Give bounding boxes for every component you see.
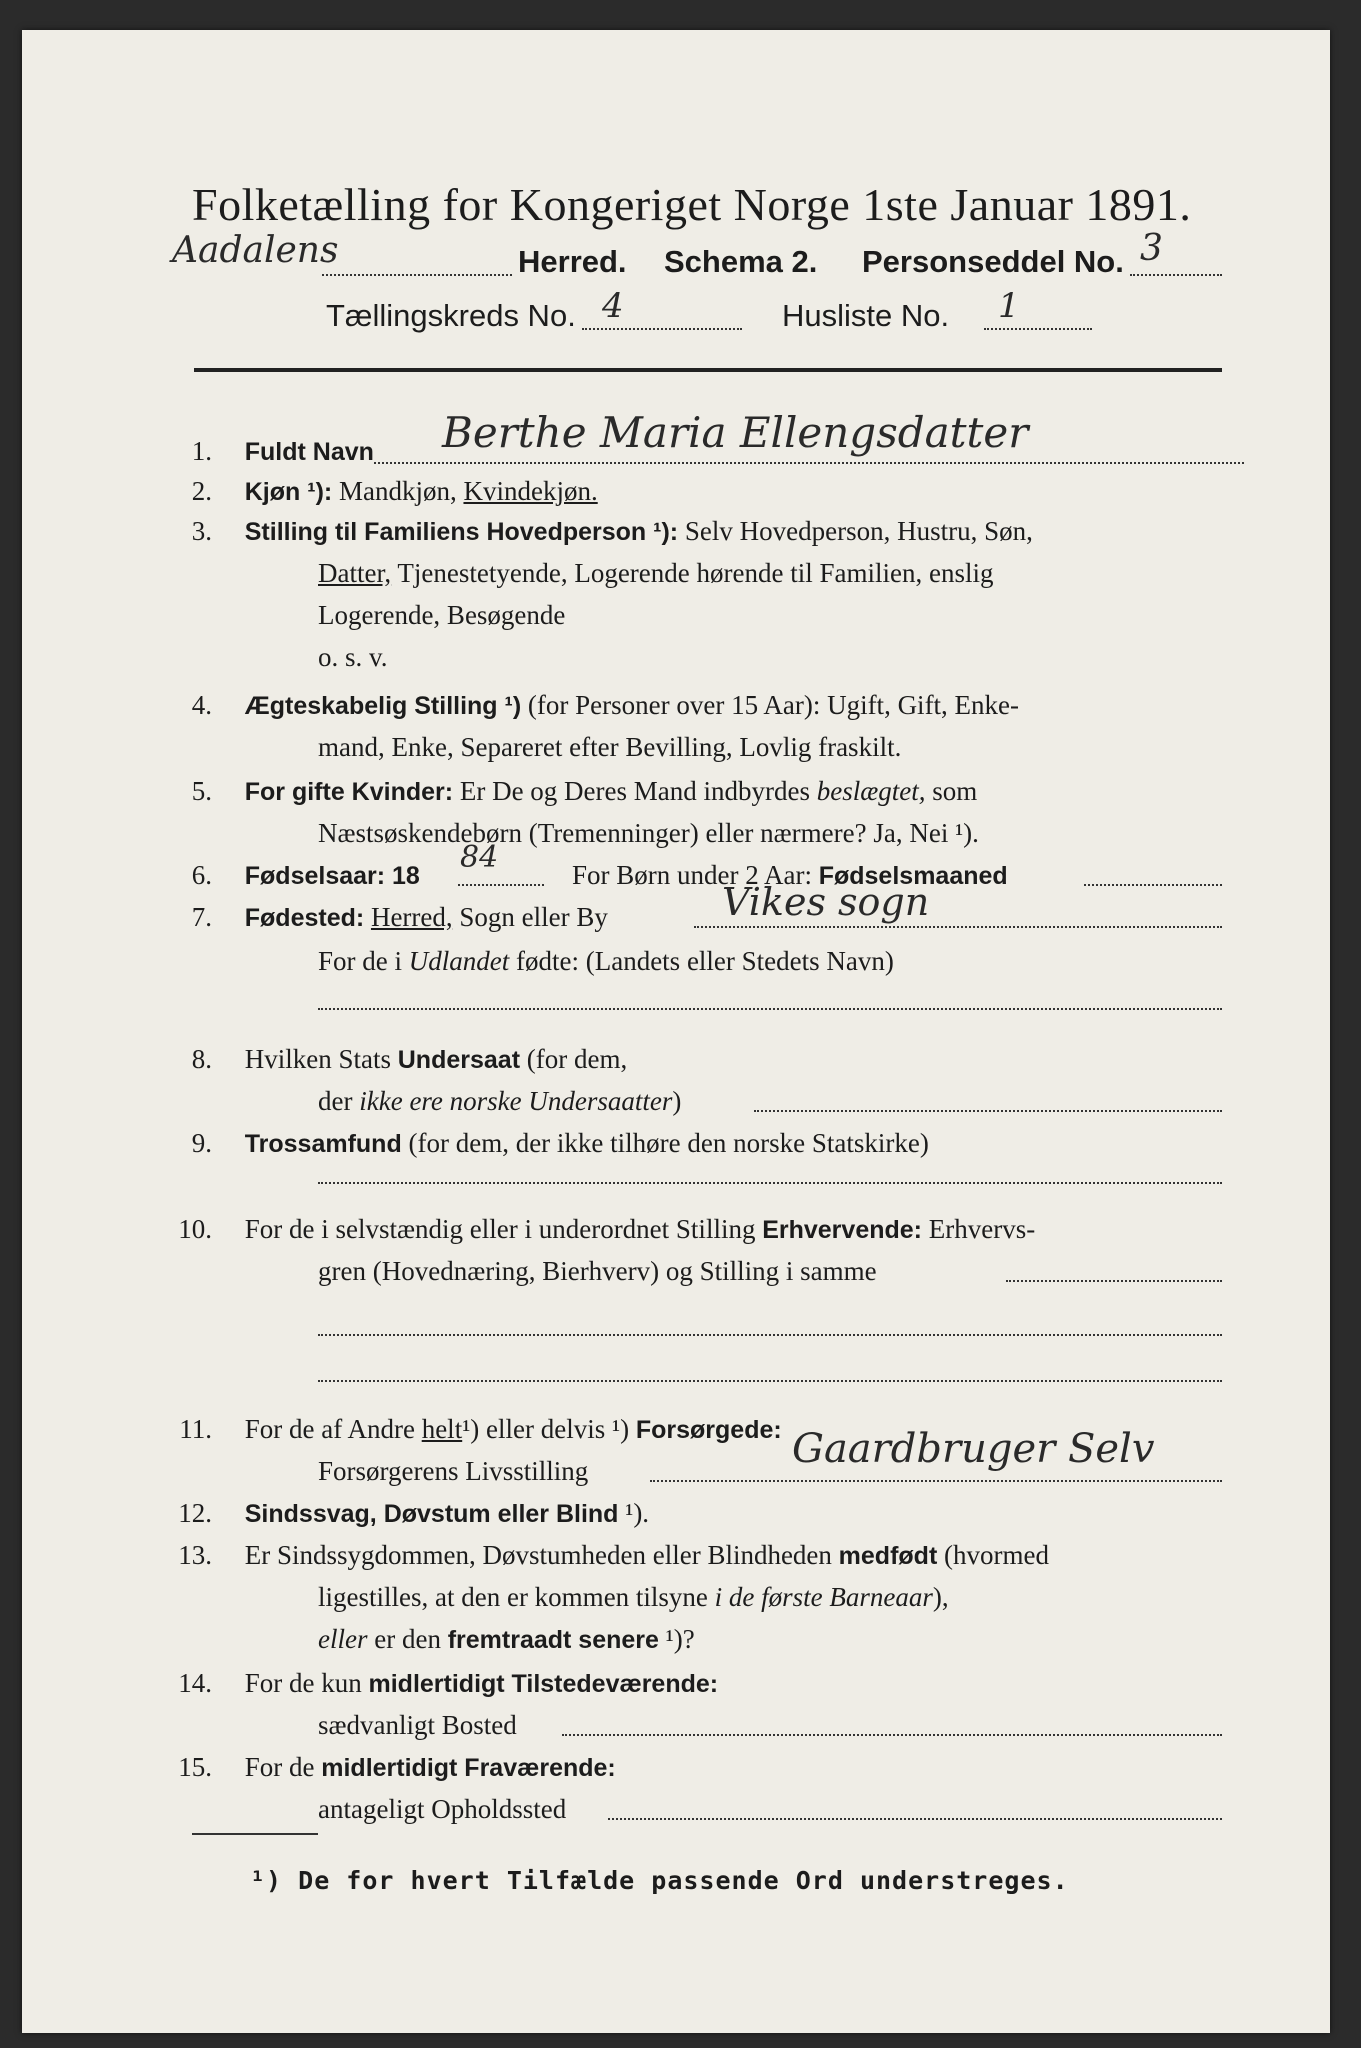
item-7-line-2 bbox=[318, 942, 894, 980]
item-text: For Børn under 2 Aar: bbox=[572, 860, 812, 890]
citizenship-dotted-line bbox=[754, 1110, 1222, 1112]
item-text: Selv Hovedperson, Hustru, Søn, bbox=[684, 516, 1033, 546]
item-2 bbox=[172, 472, 598, 511]
item-text: Sogn eller By bbox=[459, 902, 608, 932]
item-text: der bbox=[318, 1086, 353, 1116]
item-text: Er Sindssygdommen, Døvstumheden eller Blindheden bbox=[244, 1540, 832, 1570]
item-label: For gifte Kvinder: bbox=[244, 778, 454, 806]
item-text: ¹)? bbox=[665, 1624, 695, 1654]
item-number: 2. bbox=[191, 476, 212, 506]
husliste-handwritten-value: 1 bbox=[998, 286, 1020, 326]
item-13-line-2 bbox=[318, 1578, 949, 1616]
item-text: (for dem, bbox=[526, 1044, 628, 1074]
item-text: (hvormed bbox=[944, 1540, 1049, 1570]
herred-handwritten-value: Aadalens bbox=[172, 230, 339, 271]
italic-text: i de første Barneaar bbox=[714, 1582, 933, 1612]
item-3-line-3: Logerende, Besøgende bbox=[318, 600, 566, 630]
item-text: ), bbox=[932, 1582, 949, 1612]
italic-text: Udlandet bbox=[408, 946, 510, 976]
personseddel-dotted-line bbox=[1130, 274, 1222, 276]
taellingskreds-label: Tællingskreds No. bbox=[326, 298, 576, 333]
item-number: 10. bbox=[178, 1214, 212, 1244]
item-9 bbox=[172, 1124, 929, 1163]
item-3-line-2 bbox=[318, 554, 993, 592]
item-label: Fødselsmaaned bbox=[818, 862, 1008, 890]
whereabouts-dotted-line bbox=[608, 1818, 1222, 1820]
item-text: Erhvervs- bbox=[928, 1214, 1036, 1244]
item-label: medfødt bbox=[838, 1542, 938, 1570]
item-15-line-2: antageligt Opholdssted bbox=[318, 1794, 567, 1824]
item-text: Hvilken Stats bbox=[244, 1044, 391, 1074]
birthplace-handwritten-value: Vikes sogn bbox=[722, 880, 930, 924]
item-text: som bbox=[932, 776, 978, 806]
header-rule bbox=[194, 368, 1222, 372]
item-number: 14. bbox=[178, 1668, 212, 1698]
item-text: ¹). bbox=[625, 1498, 650, 1528]
item-number: 5. bbox=[191, 776, 212, 806]
item-label: Fødested: bbox=[244, 904, 365, 932]
item-text: For de i selvstændig eller i underordnet Stilling bbox=[244, 1214, 756, 1244]
item-label: Fuldt Navn bbox=[244, 438, 374, 466]
item-12 bbox=[172, 1494, 649, 1533]
item-label: Undersaat bbox=[397, 1046, 521, 1074]
schema-label: Schema 2. bbox=[664, 244, 818, 279]
item-text: (for dem, der ikke tilhøre den norske Statskirke) bbox=[408, 1128, 929, 1158]
item-label: Forsørgede: bbox=[635, 1416, 782, 1444]
census-form-page bbox=[22, 30, 1330, 2033]
item-15 bbox=[172, 1748, 616, 1787]
item-text: For de i bbox=[318, 946, 402, 976]
item-number: 4. bbox=[191, 690, 212, 720]
italic-text: eller bbox=[318, 1624, 368, 1654]
item-4 bbox=[172, 686, 1019, 725]
taellingskreds-dotted-line bbox=[582, 328, 742, 330]
footnote-rule bbox=[192, 1833, 318, 1835]
religion-dotted-line bbox=[318, 1182, 1222, 1184]
italic-text: beslægtet, bbox=[816, 776, 926, 806]
provider-occupation-handwritten-value: Gaardbruger Selv bbox=[792, 1426, 1155, 1472]
husliste-dotted-line bbox=[984, 328, 1092, 330]
item-text: ) bbox=[672, 1086, 682, 1116]
item-label: Sindssvag, Døvstum eller Blind bbox=[244, 1500, 619, 1528]
item-14 bbox=[172, 1664, 718, 1703]
personseddel-label: Personseddel No. bbox=[862, 244, 1124, 279]
item-13-line-3 bbox=[318, 1620, 695, 1659]
item-6 bbox=[172, 856, 420, 895]
item-text: Tjenestetyende, Logerende hørende til Familien, enslig bbox=[397, 558, 994, 588]
provider-dotted-line bbox=[650, 1480, 1222, 1482]
item-label: Fødselsaar: 18 bbox=[244, 862, 420, 890]
item-10 bbox=[172, 1210, 1035, 1249]
item-4-line-2: mand, Enke, Separeret efter Bevilling, Lovlig fraskilt. bbox=[318, 732, 902, 762]
item-label: fremtraadt senere bbox=[447, 1626, 659, 1654]
item-label: Erhvervende: bbox=[762, 1216, 922, 1244]
item-label: midlertidigt Tilstedeværende: bbox=[368, 1670, 719, 1698]
name-dotted-line bbox=[374, 462, 1244, 464]
form-title: Folketælling for Kongeriget Norge 1ste Januar 1891. bbox=[192, 179, 1192, 230]
occupation-dotted-line-3 bbox=[318, 1380, 1222, 1382]
item-number: 9. bbox=[191, 1128, 212, 1158]
item-text: For de kun bbox=[244, 1668, 362, 1698]
item-number: 11. bbox=[179, 1414, 212, 1444]
herred-label: Herred. bbox=[518, 244, 627, 279]
full-name-handwritten-value: Berthe Maria Ellengsdatter bbox=[442, 408, 1029, 457]
item-5-line-2: Næstsøskendebørn (Tremenninger) eller nærmere? Ja, Nei ¹). bbox=[318, 818, 979, 848]
item-label: Kjøn ¹): bbox=[244, 478, 333, 506]
item-number: 7. bbox=[191, 902, 212, 932]
item-label: Ægteskabelig Stilling ¹) bbox=[244, 692, 522, 720]
item-text: Mandkjøn, bbox=[338, 476, 457, 506]
item-11-line-2: Forsørgerens Livsstilling bbox=[318, 1456, 589, 1486]
item-number: 6. bbox=[191, 860, 212, 890]
item-number: 3. bbox=[191, 516, 212, 546]
birthplace-dotted-line bbox=[694, 926, 1222, 928]
item-number: 12. bbox=[178, 1498, 212, 1528]
item-13 bbox=[172, 1536, 1049, 1575]
item-number: 1. bbox=[191, 436, 212, 466]
taellingskreds-handwritten-value: 4 bbox=[602, 286, 624, 326]
italic-text: ikke ere norske Undersaatter bbox=[359, 1086, 673, 1116]
item-7 bbox=[172, 898, 608, 937]
footnote: ¹) De for hvert Tilfælde passende Ord understreges. bbox=[250, 1866, 1069, 1895]
item-8-line-2 bbox=[318, 1082, 681, 1120]
item-3-line-4: o. s. v. bbox=[318, 642, 388, 672]
item-text: fødte: (Landets eller Stedets Navn) bbox=[516, 946, 894, 976]
item-1 bbox=[172, 432, 374, 471]
item-11 bbox=[172, 1410, 782, 1449]
item-text: ¹) eller delvis ¹) bbox=[462, 1414, 630, 1444]
birth-month-dotted-line bbox=[1084, 884, 1222, 886]
item-text: er den bbox=[374, 1624, 441, 1654]
underlined-option: helt bbox=[421, 1414, 463, 1444]
personseddel-handwritten-value: 3 bbox=[1140, 228, 1163, 269]
item-number: 15. bbox=[178, 1752, 212, 1782]
item-14-line-2: sædvanligt Bosted bbox=[318, 1710, 517, 1740]
item-text: (for Personer over 15 Aar): Ugift, Gift, Enke- bbox=[527, 690, 1020, 720]
item-3 bbox=[172, 512, 1033, 551]
item-10-line-2: gren (Hovednæring, Bierhverv) og Stilling i samme bbox=[318, 1256, 877, 1286]
item-5 bbox=[172, 772, 977, 811]
occupation-dotted-line-2 bbox=[318, 1334, 1222, 1336]
husliste-label: Husliste No. bbox=[782, 298, 950, 333]
birth-year-dotted-line bbox=[458, 884, 544, 886]
item-label: Stilling til Familiens Hovedperson ¹): bbox=[244, 518, 679, 546]
item-number: 8. bbox=[191, 1044, 212, 1074]
item-text: For de af Andre bbox=[244, 1414, 415, 1444]
item-label: midlertidigt Fraværende: bbox=[321, 1754, 616, 1782]
item-text: Er De og Deres Mand indbyrdes bbox=[459, 776, 810, 806]
underlined-option: Kvindekjøn. bbox=[463, 476, 598, 506]
occupation-dotted-line bbox=[1006, 1280, 1222, 1282]
item-8 bbox=[172, 1040, 627, 1079]
item-number: 13. bbox=[178, 1540, 212, 1570]
underlined-option: Datter, bbox=[318, 558, 392, 588]
herred-dotted-line bbox=[322, 274, 512, 276]
item-label: Trossamfund bbox=[244, 1130, 402, 1158]
underlined-option: Herred, bbox=[370, 902, 453, 932]
residence-dotted-line bbox=[562, 1734, 1222, 1736]
item-text: ligestilles, at den er kommen tilsyne bbox=[318, 1582, 708, 1612]
item-text: For de bbox=[244, 1752, 315, 1782]
birth-year-handwritten-value: 84 bbox=[460, 840, 499, 875]
foreign-birthplace-dotted-line bbox=[318, 1008, 1222, 1010]
